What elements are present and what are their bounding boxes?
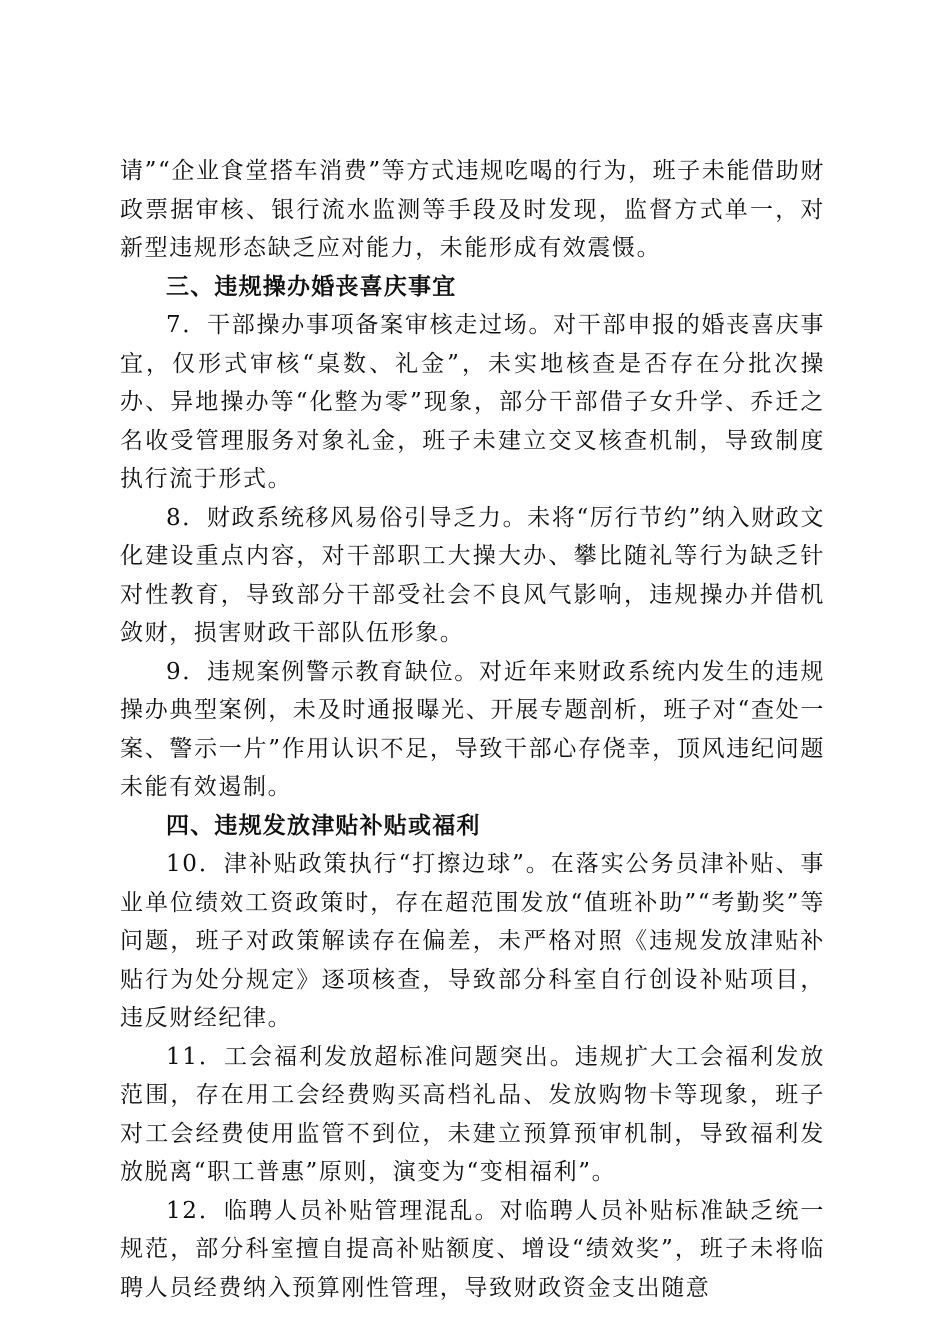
paragraph-item-7: 7．干部操办事项备案审核走过场。对干部申报的婚丧喜庆事宜，仅形式审核“桌数、礼金”，未实地核查是否存在分批次操办、异地操办等“化整为零”现象，部分干部借子女升学、乔迁之名收受管理服务对象礼金，班子未建立交叉核查机制，导致制度执行流于形式。 (120, 312, 825, 492)
section-heading-4: 四、违规发放津贴补贴或福利 (166, 812, 481, 839)
section-heading-3: 三、违规操办婚丧喜庆事宜 (166, 273, 457, 300)
paragraph-continuation: 请”“企业食堂搭车消费”等方式违规吃喝的行为，班子未能借助财政票据审核、银行流水监测等手段及时发现，监督方式单一，对新型违规形态缺乏应对能力，未能形成有效震慑。 (120, 158, 825, 261)
paragraph-item-8: 8．财政系统移风易俗引导乏力。未将“厉行节约”纳入财政文化建设重点内容，对干部职工大操大办、攀比随礼等行为缺乏针对性教育，导致部分干部受社会不良风气影响，违规操办并借机敛财，损害财政干部队伍形象。 (120, 504, 825, 646)
paragraph-item-12: 12．临聘人员补贴管理混乱。对临聘人员补贴标准缺乏统一规范，部分科室擅自提高补贴额度、增设“绩效奖”，班子未将临聘人员经费纳入预算刚性管理，导致财政资金支出随意 (120, 1197, 825, 1301)
document-body (120, 152, 825, 1307)
paragraph-item-9: 9．违规案例警示教育缺位。对近年来财政系统内发生的违规操办典型案例，未及时通报曝光、开展专题剖析，班子对“查处一案、警示一片”作用认识不足，导致干部心存侥幸，顶风违纪问题未能有效遏制。 (120, 658, 825, 800)
paragraph-item-11: 11．工会福利发放超标准问题突出。违规扩大工会福利发放范围，存在用工会经费购买高档礼品、发放购物卡等现象，班子对工会经费使用监管不到位，未建立预算预审机制，导致福利发放脱离“职工普惠”原则，演变为“变相福利”。 (120, 1043, 825, 1185)
paragraph-item-10: 10．津补贴政策执行“打擦边球”。在落实公务员津补贴、事业单位绩效工资政策时，存在超范围发放“值班补助”“考勤奖”等问题，班子对政策解读存在偏差，未严格对照《违规发放津贴补贴行为处分规定》逐项核查，导致部分科室自行创设补贴项目，违反财经纪律。 (120, 851, 825, 1031)
